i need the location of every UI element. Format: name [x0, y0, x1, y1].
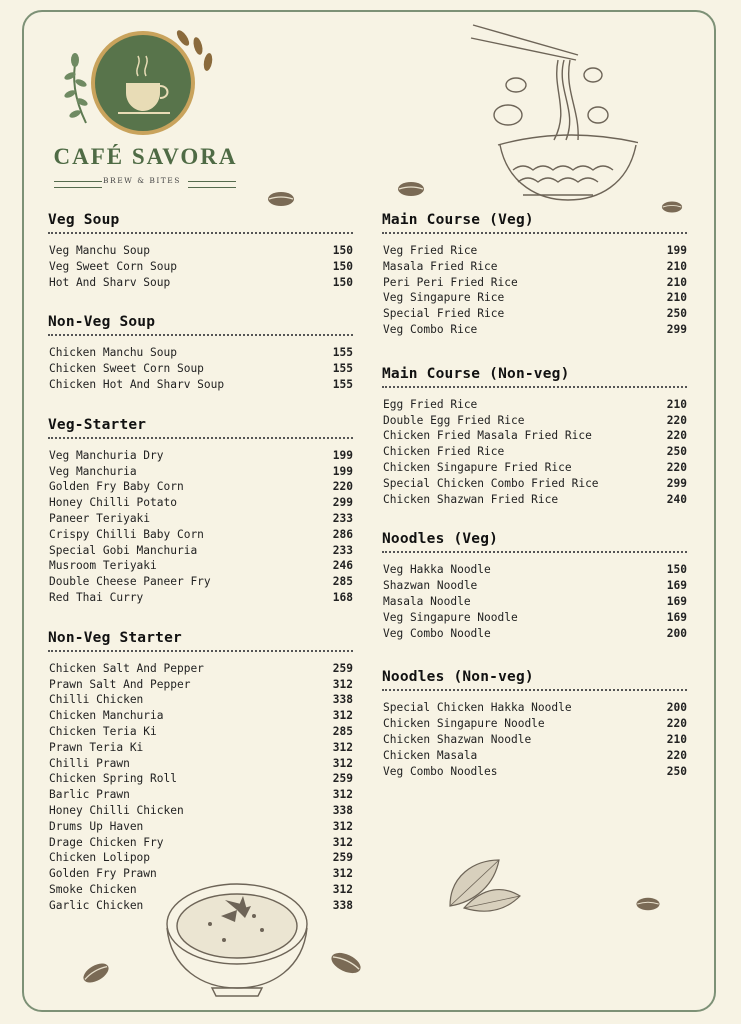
item-price: 168 [332, 590, 353, 604]
menu-item [48, 724, 353, 740]
menu-item [48, 275, 353, 291]
coffee-bean-icon [80, 960, 112, 986]
item-name: Musroom Teriyaki [49, 559, 157, 573]
menu-section [48, 212, 353, 290]
item-price: 220 [332, 480, 353, 494]
item-name: Chicken Masala [383, 748, 478, 762]
item-price: 250 [666, 445, 687, 459]
item-name: Red Thai Curry [49, 590, 144, 604]
menu-item [48, 590, 353, 606]
item-price: 240 [666, 492, 687, 506]
item-name: Prawn Teria Ki [49, 740, 144, 754]
item-price: 259 [332, 772, 353, 786]
menu-item [48, 574, 353, 590]
menu-item [382, 626, 687, 642]
menu-item [382, 476, 687, 492]
item-name: Golden Fry Prawn [49, 867, 157, 881]
item-price: 155 [332, 362, 353, 376]
item-price: 220 [666, 717, 687, 731]
item-price: 220 [666, 748, 687, 762]
item-name: Chicken Shazwan Fried Rice [383, 492, 559, 506]
item-price: 286 [332, 527, 353, 541]
item-price: 285 [332, 575, 353, 589]
item-name: Masala Noodle [383, 594, 471, 608]
menu-item [48, 882, 353, 898]
item-name: Special Chicken Hakka Noodle [383, 701, 572, 715]
item-price: 250 [666, 307, 687, 321]
item-name: Chicken Hot And Sharv Soup [49, 377, 225, 391]
coffee-bean-icon [634, 896, 662, 912]
item-name: Veg Singapure Noodle [383, 610, 518, 624]
section-title: Veg-Starter [48, 417, 353, 439]
menu-item [48, 495, 353, 511]
item-name: Chicken Fried Masala Fried Rice [383, 429, 592, 443]
menu-item [382, 610, 687, 626]
menu-item [382, 444, 687, 460]
item-name: Veg Fried Rice [383, 244, 478, 257]
item-name: Golden Fry Baby Corn [49, 480, 184, 494]
menu-item [48, 259, 353, 275]
coffee-bean-icon [328, 950, 364, 976]
item-price: 312 [332, 835, 353, 849]
coffee-bean-icon [396, 180, 426, 198]
menu-section [382, 669, 687, 779]
item-name: Special Fried Rice [383, 307, 505, 321]
item-price: 210 [666, 732, 687, 746]
menu-item [382, 700, 687, 716]
item-name: Chicken Singapure Noodle [383, 717, 545, 731]
item-name: Veg Combo Noodle [383, 626, 491, 640]
menu-item [382, 716, 687, 732]
item-price: 150 [666, 563, 687, 577]
item-name: Chicken Singapure Fried Rice [383, 460, 572, 474]
item-price: 199 [332, 464, 353, 478]
item-name: Hot And Sharv Soup [49, 275, 171, 289]
item-name: Veg Combo Rice [383, 322, 478, 336]
item-name: Barlic Prawn [49, 788, 130, 802]
item-price: 338 [332, 693, 353, 707]
item-price: 210 [666, 397, 687, 411]
coffee-cup-logo-icon [48, 28, 248, 198]
item-price: 199 [666, 244, 687, 257]
item-name: Veg Hakka Noodle [383, 563, 491, 577]
item-price: 210 [666, 259, 687, 273]
item-name: Chilli Chicken [49, 693, 144, 707]
item-price: 312 [332, 867, 353, 881]
section-title: Veg Soup [48, 212, 353, 234]
menu-section [48, 630, 353, 914]
item-price: 233 [332, 511, 353, 525]
menu-item [48, 866, 353, 882]
item-price: 299 [332, 496, 353, 510]
menu-item [48, 464, 353, 480]
menu-section [382, 366, 687, 508]
menu-item [48, 819, 353, 835]
item-price: 150 [332, 244, 353, 257]
menu-item [382, 397, 687, 413]
item-name: Special Chicken Combo Fried Rice [383, 476, 599, 490]
item-name: Peri Peri Fried Rice [383, 275, 518, 289]
item-price: 220 [666, 413, 687, 427]
menu-item [48, 708, 353, 724]
item-price: 150 [332, 259, 353, 273]
item-price: 299 [666, 476, 687, 490]
section-title: Non-Veg Starter [48, 630, 353, 652]
item-price: 312 [332, 709, 353, 723]
item-name: Chicken Teria Ki [49, 724, 157, 738]
menu-item [48, 740, 353, 756]
item-price: 155 [332, 346, 353, 360]
item-name: Chicken Spring Roll [49, 772, 177, 786]
section-title: Non-Veg Soup [48, 314, 353, 336]
item-price: 312 [332, 882, 353, 896]
item-name: Chicken Fried Rice [383, 445, 505, 459]
item-price: 150 [332, 275, 353, 289]
noodle-bowl-illustration [468, 20, 638, 210]
item-price: 200 [666, 701, 687, 715]
item-price: 210 [666, 275, 687, 289]
menu-item [382, 322, 687, 338]
menu-item [48, 243, 353, 259]
menu-item [48, 558, 353, 574]
menu-item [382, 306, 687, 322]
section-title: Noodles (Non-veg) [382, 669, 687, 691]
menu-item [382, 492, 687, 508]
menu-item [48, 511, 353, 527]
item-name: Chicken Manchuria [49, 709, 164, 723]
item-name: Veg Sweet Corn Soup [49, 259, 177, 273]
item-price: 233 [332, 543, 353, 557]
menu-item [48, 756, 353, 772]
menu-item [48, 677, 353, 693]
item-price: 285 [332, 724, 353, 738]
item-name: Smoke Chicken [49, 882, 137, 896]
item-price: 312 [332, 788, 353, 802]
menu-item [382, 275, 687, 291]
item-price: 312 [332, 740, 353, 754]
menu-item [48, 527, 353, 543]
menu-item [48, 479, 353, 495]
menu-item [382, 290, 687, 306]
menu-item [382, 428, 687, 444]
menu-item [382, 732, 687, 748]
item-name: Drums Up Haven [49, 819, 144, 833]
item-name: Masala Fried Rice [383, 259, 498, 273]
item-name: Chicken Sweet Corn Soup [49, 362, 204, 376]
menu-item [48, 787, 353, 803]
menu-item [48, 661, 353, 677]
menu-item [382, 562, 687, 578]
section-title: Noodles (Veg) [382, 531, 687, 553]
item-price: 250 [666, 764, 687, 778]
item-name: Veg Manchuria [49, 464, 137, 478]
item-price: 155 [332, 377, 353, 391]
item-name: Chilli Prawn [49, 756, 130, 770]
leaf-illustration [444, 856, 524, 914]
menu-section [382, 531, 687, 641]
menu-item [382, 243, 687, 259]
menu-item [382, 748, 687, 764]
item-price: 199 [332, 448, 353, 462]
menu-item [382, 578, 687, 594]
menu-section [48, 417, 353, 606]
item-name: Chicken Salt And Pepper [49, 661, 204, 675]
menu-item [48, 771, 353, 787]
menu-item [48, 898, 353, 914]
item-price: 210 [666, 291, 687, 305]
section-title: Main Course (Non-veg) [382, 366, 687, 388]
item-name: Honey Chilli Potato [49, 496, 177, 510]
menu-item [48, 361, 353, 377]
item-price: 338 [332, 898, 353, 912]
item-name: Prawn Salt And Pepper [49, 677, 191, 691]
item-price: 299 [666, 322, 687, 336]
item-name: Paneer Teriyaki [49, 511, 151, 525]
menu-item [382, 259, 687, 275]
menu-item [48, 692, 353, 708]
brand-tagline: BREW & BITES [103, 176, 181, 185]
menu-item [382, 594, 687, 610]
item-price: 312 [332, 819, 353, 833]
menu-item [382, 413, 687, 429]
item-name: Double Egg Fried Rice [383, 413, 525, 427]
item-price: 220 [666, 460, 687, 474]
menu-item [48, 543, 353, 559]
item-name: Veg Singapure Rice [383, 291, 505, 305]
item-name: Special Gobi Manchuria [49, 543, 198, 557]
item-price: 312 [332, 756, 353, 770]
menu-item [48, 377, 353, 393]
item-price: 169 [666, 594, 687, 608]
item-name: Crispy Chilli Baby Corn [49, 527, 204, 541]
menu-item [48, 835, 353, 851]
item-name: Veg Manchuria Dry [49, 448, 164, 462]
item-name: Egg Fried Rice [383, 397, 478, 411]
section-title: Main Course (Veg) [382, 212, 687, 234]
menu-item [382, 764, 687, 780]
item-price: 169 [666, 610, 687, 624]
coffee-bean-icon [266, 190, 296, 208]
brand-name: CAFÉ SAVORA [53, 144, 238, 169]
item-name: Double Cheese Paneer Fry [49, 575, 211, 589]
item-price: 259 [332, 661, 353, 675]
item-name: Honey Chilli Chicken [49, 803, 184, 817]
menu-section [382, 212, 687, 338]
item-price: 200 [666, 626, 687, 640]
item-name: Drage Chicken Fry [49, 835, 164, 849]
menu-section [48, 314, 353, 392]
item-price: 259 [332, 851, 353, 865]
item-name: Chicken Shazwan Noodle [383, 732, 532, 746]
menu-item [48, 448, 353, 464]
menu-item [48, 345, 353, 361]
menu-item [48, 850, 353, 866]
item-price: 169 [666, 579, 687, 593]
menu-column-left [48, 212, 353, 914]
menu-item [382, 460, 687, 476]
menu-item [48, 803, 353, 819]
item-price: 246 [332, 559, 353, 573]
item-name: Garlic Chicken [49, 898, 144, 912]
item-price: 312 [332, 677, 353, 691]
item-name: Shazwan Noodle [383, 579, 478, 593]
item-price: 220 [666, 429, 687, 443]
menu-column-right [382, 212, 687, 779]
item-price: 338 [332, 803, 353, 817]
item-name: Chicken Manchu Soup [49, 346, 177, 360]
item-name: Veg Manchu Soup [49, 244, 151, 257]
item-name: Veg Combo Noodles [383, 764, 498, 778]
item-name: Chicken Lolipop [49, 851, 151, 865]
